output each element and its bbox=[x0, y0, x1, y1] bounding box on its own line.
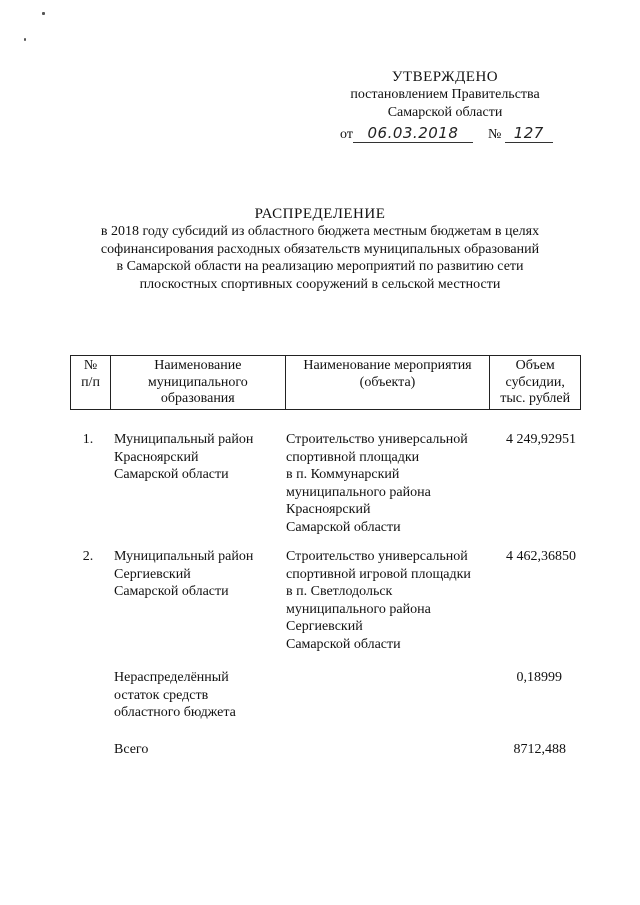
approval-number-label: № bbox=[487, 127, 502, 142]
approval-number: 127 bbox=[505, 124, 553, 143]
approval-date: 06.03.2018 bbox=[353, 124, 473, 143]
row-1-municipality: Муниципальный район Красноярский Самарской области bbox=[114, 432, 254, 482]
remainder-label: Нераспределённый остаток средств областного бюджета bbox=[114, 670, 236, 720]
approval-from-label: от bbox=[340, 127, 353, 142]
subtitle-line: в 2018 году субсидий из областного бюджета местным бюджетам в целях bbox=[100, 224, 540, 239]
header-municipality: Наименование муниципального образования bbox=[111, 356, 286, 410]
scan-speck bbox=[24, 38, 26, 41]
row-1-event: Строительство универсальной спортивной площадки в п. Коммунарский муниципального района Красноярский Самарской области bbox=[286, 432, 468, 535]
header-number: № п/п bbox=[71, 356, 111, 410]
remainder-amount: 0,18999 bbox=[516, 670, 562, 685]
approval-block bbox=[330, 68, 560, 122]
row-1-amount: 4 249,92951 bbox=[506, 432, 576, 447]
header-amount: Объем субсидии, тыс. рублей bbox=[490, 356, 581, 410]
approval-line-2: Самарской области bbox=[387, 105, 503, 120]
header-event: Наименование мероприятия (объекта) bbox=[285, 356, 490, 410]
total-amount: 8712,488 bbox=[513, 742, 566, 757]
approval-line-1: постановлением Правительства bbox=[350, 87, 540, 102]
row-2-number: 2. bbox=[82, 549, 94, 564]
approval-signature-line bbox=[340, 124, 570, 146]
distribution-table-header bbox=[70, 355, 581, 410]
document-subtitle bbox=[65, 223, 575, 293]
subtitle-line: в Самарской области на реализацию мероприятий по развитию сети bbox=[116, 259, 524, 274]
subtitle-line: плоскостных спортивных сооружений в сельской местности bbox=[139, 276, 501, 292]
approval-title: УТВЕРЖДЕНО bbox=[391, 69, 499, 85]
scan-speck bbox=[42, 12, 45, 15]
row-1-number: 1. bbox=[82, 432, 94, 447]
total-label: Всего bbox=[114, 742, 149, 757]
subtitle-line: софинансирования расходных обязательств муниципальных образований bbox=[100, 241, 540, 257]
row-2-amount: 4 462,36850 bbox=[506, 549, 576, 564]
document-title: РАСПРЕДЕЛЕНИЕ bbox=[254, 206, 386, 222]
row-2-municipality: Муниципальный район Сергиевский Самарской области bbox=[114, 549, 254, 599]
row-2-event: Строительство универсальной спортивной игровой площадки в п. Светлодольск муниципального района Сергиевский Самарской области bbox=[286, 549, 471, 652]
